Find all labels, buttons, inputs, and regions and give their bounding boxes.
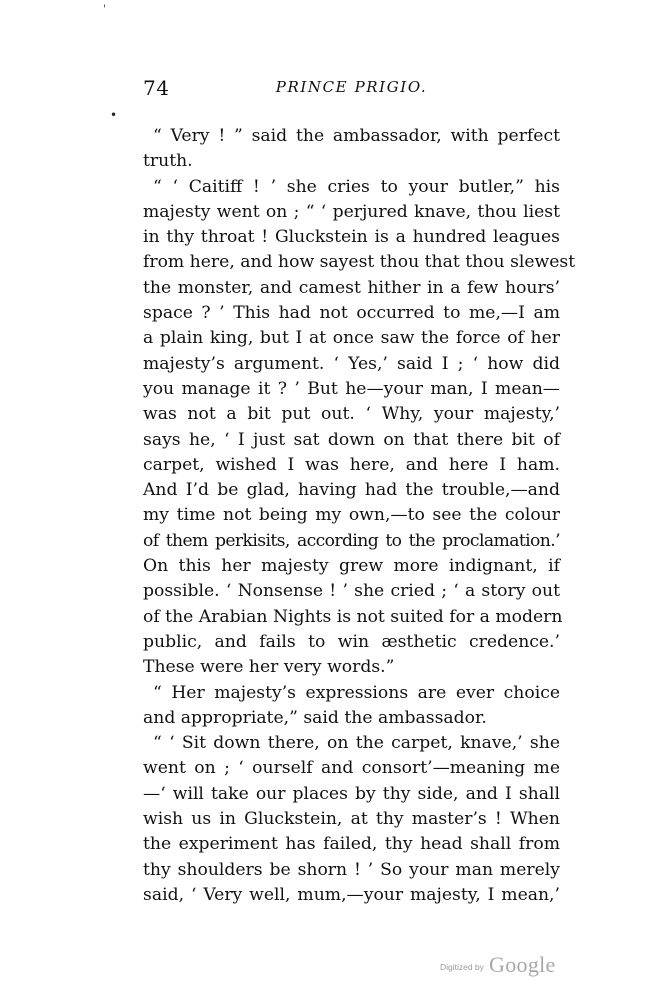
text-line: space ? ’ This had not occurred to me,—I am [143, 303, 560, 324]
text-line: —‘ will take our places by thy side, and I shall [143, 783, 560, 804]
running-title: PRINCE PRIGIO. [275, 78, 428, 96]
digitized-label: Digitized by [440, 962, 484, 972]
text-line: thy shoulders be shorn ! ’ So your man merely [143, 859, 560, 880]
text-line: These were her very words.” [143, 657, 395, 678]
text-line: you manage it ? ’ But he—your man, I mean— [143, 378, 560, 399]
text-line: in thy throat ! Gluckstein is a hundred leagues [143, 227, 560, 248]
page-header [143, 76, 560, 100]
text-line: majesty’s argument. ‘ Yes,’ said I ; ‘ how did [143, 353, 560, 374]
text-line: from here, and how sayest thou that thou slewest [143, 252, 576, 273]
text-line: And I’d be glad, having had the trouble,—and [143, 480, 560, 501]
text-line: went on ; ‘ ourself and consort’—meaning me [143, 758, 560, 779]
text-line: was not a bit put out. ‘ Why, your majesty,’ [143, 404, 560, 425]
text-line: and appropriate,” said the ambassador. [143, 707, 487, 728]
text-line: wish us in Gluckstein, at thy master’s ! When [143, 809, 560, 830]
text-line: “ ‘ Caitiff ! ’ she cries to your butler,” his [153, 176, 560, 197]
text-line: truth. [143, 151, 193, 172]
text-line: the monster, and camest hither in a few hours’ [143, 277, 560, 298]
text-line: my time not being my own,—to see the colour [143, 505, 560, 526]
text-line: of the Arabian Nights is not suited for a modern [143, 606, 563, 627]
text-line: majesty went on ; “ ‘ perjured knave, thou liest [143, 201, 560, 222]
page-number: 74 [143, 76, 170, 100]
text-line: a plain king, but I at once saw the force of her [143, 328, 560, 349]
text-line: On this her majesty grew more indignant, if [143, 556, 560, 577]
text-line: public, and fails to win æsthetic credence.’ [143, 631, 560, 652]
text-line: says he, ‘ I just sat down on that there bit of [143, 429, 560, 450]
body-text [143, 124, 576, 908]
text-line: “ Very ! ” said the ambassador, with perfect [153, 126, 560, 146]
text-line: possible. ‘ Nonsense ! ’ she cried ; ‘ a story out [143, 581, 560, 602]
text-line: the experiment has failed, thy head shall from [143, 834, 560, 855]
digitized-watermark [440, 952, 556, 978]
text-line: carpet, wished I was here, and here I ham. [143, 454, 560, 475]
text-line: “ ‘ Sit down there, on the carpet, knave,’ she [153, 733, 560, 754]
text-line: “ Her majesty’s expressions are ever choice [153, 682, 560, 703]
text-line: of them perkisits, according to the proclamation.’ [143, 530, 560, 551]
google-logo: Google [489, 952, 556, 977]
text-line: said, ‘ Very well, mum,—your majesty, I mean,’ [143, 884, 560, 905]
scan-speck: ' [103, 4, 106, 15]
scan-speck: • [110, 108, 118, 122]
